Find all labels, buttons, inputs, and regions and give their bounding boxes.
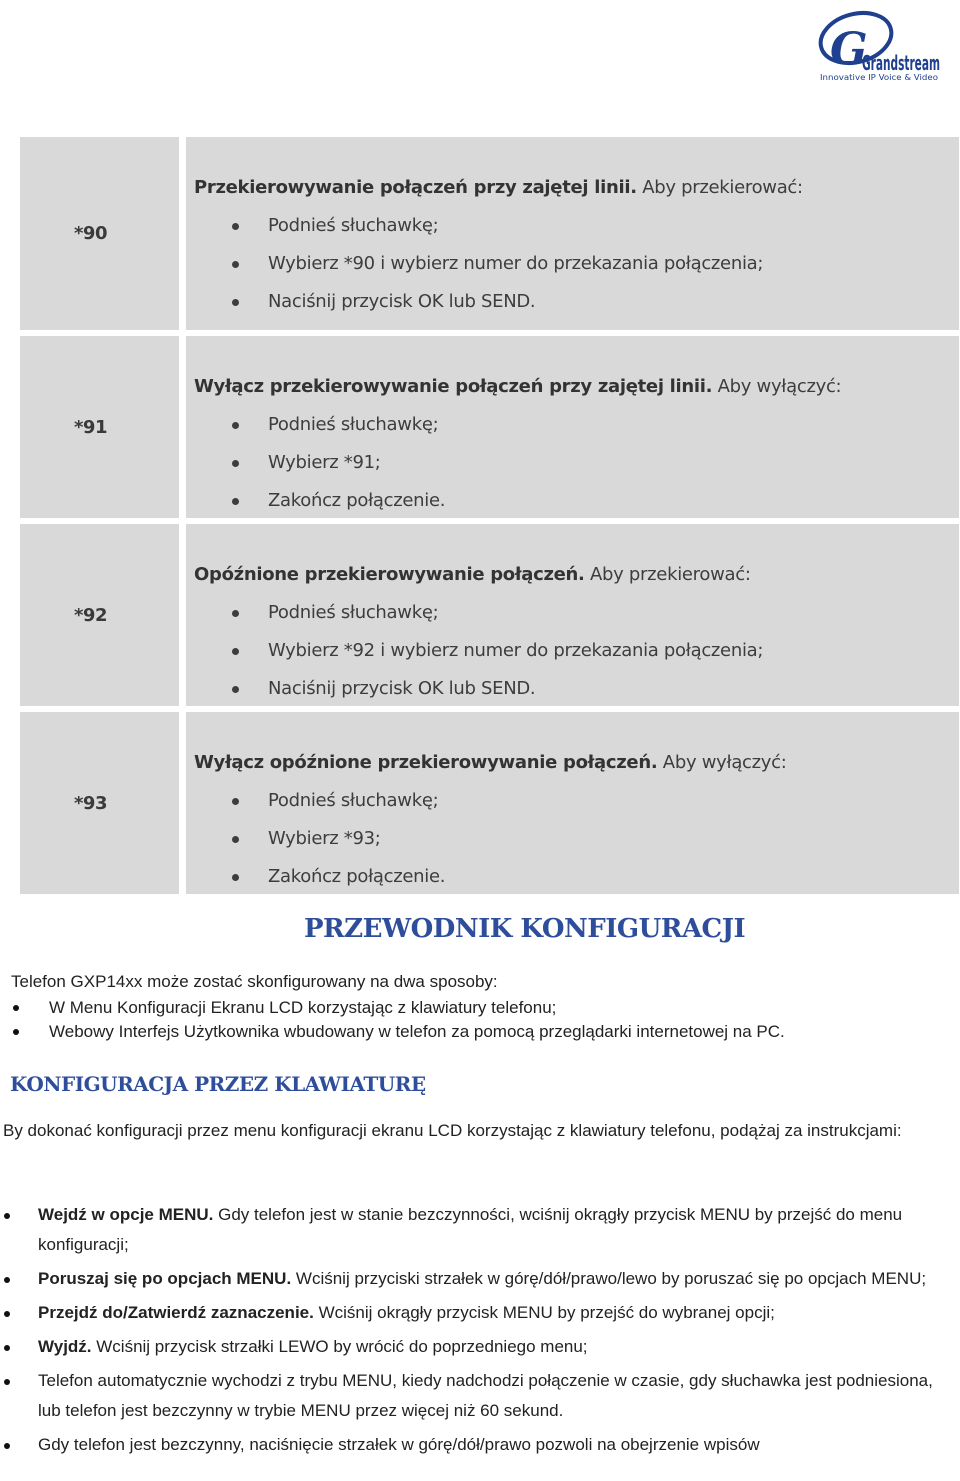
row-heading: Wyłącz przekierowywanie połączeń przy zajętej linii. Aby wyłączyć: xyxy=(194,376,842,397)
logo-brand: Grandstream xyxy=(862,51,940,75)
table-row xyxy=(20,712,959,894)
list-item: Zakończ połączenie. xyxy=(230,866,445,904)
intro-text: Telefon GXP14xx może zostać skonfigurowany na dwa sposoby: xyxy=(11,972,498,991)
config-methods-list xyxy=(11,996,785,1044)
list-item: Wybierz *92 i wybierz numer do przekazania połączenia; xyxy=(230,640,763,678)
star-code: *90 xyxy=(74,223,107,244)
list-item: Webowy Interfejs Użytkownika wbudowany w telefon za pomocą przeglądarki internetowej na PC. xyxy=(11,1020,785,1044)
list-item: Wybierz *93; xyxy=(230,828,445,866)
list-item: Naciśnij przycisk OK lub SEND. xyxy=(230,291,763,329)
table-row xyxy=(20,336,959,518)
logo-tagline: Innovative IP Voice & Video xyxy=(820,73,939,82)
list-item: Gdy telefon jest bezczynny, naciśnięcie strzałek w górę/dół/prawo pozwoli na obejrzenie wpisów xyxy=(0,1430,950,1460)
code-cell xyxy=(20,712,179,894)
svg-text:G: G xyxy=(830,24,868,75)
section-title: KONFIGURACJA PRZEZ KLAWIATURĘ xyxy=(10,1072,426,1096)
list-item: Podnieś słuchawkę; xyxy=(230,790,445,828)
description-cell xyxy=(186,336,959,518)
description-cell xyxy=(186,137,959,330)
list-item: Zakończ połączenie. xyxy=(230,490,445,528)
keypad-instructions-list xyxy=(0,1200,950,1464)
list-item: Wybierz *91; xyxy=(230,452,445,490)
list-item: Naciśnij przycisk OK lub SEND. xyxy=(230,678,763,716)
list-item: Podnieś słuchawkę; xyxy=(230,602,763,640)
description-cell xyxy=(186,712,959,894)
table-row xyxy=(20,137,959,330)
code-cell xyxy=(20,524,179,706)
step-list xyxy=(230,414,445,528)
star-codes-table xyxy=(20,137,959,900)
list-item: Poruszaj się po opcjach MENU. Wciśnij przyciski strzałek w górę/dół/prawo/lewo by poruszać się po opcjach MENU; xyxy=(0,1264,950,1294)
list-item: Wyjdź. Wciśnij przycisk strzałki LEWO by wrócić do poprzedniego menu; xyxy=(0,1332,950,1362)
list-item: Podnieś słuchawkę; xyxy=(230,414,445,452)
section-paragraph: By dokonać konfiguracji przez menu konfiguracji ekranu LCD korzystając z klawiatury telefonu, podążaj za instrukcjami: xyxy=(3,1121,902,1140)
code-cell xyxy=(20,336,179,518)
row-heading: Przekierowywanie połączeń przy zajętej linii. Aby przekierować: xyxy=(194,177,803,198)
list-item: W Menu Konfiguracji Ekranu LCD korzystając z klawiatury telefonu; xyxy=(11,996,785,1020)
star-code: *93 xyxy=(74,792,107,814)
row-heading: Opóźnione przekierowywanie połączeń. Aby przekierować: xyxy=(194,564,751,585)
code-cell xyxy=(20,137,179,330)
step-list xyxy=(230,215,763,329)
star-code: *92 xyxy=(74,604,107,626)
step-list xyxy=(230,790,445,904)
grandstream-logo xyxy=(816,8,942,84)
list-item: Wybierz *90 i wybierz numer do przekazania połączenia; xyxy=(230,253,763,291)
row-heading: Wyłącz opóźnione przekierowywanie połączeń. Aby wyłączyć: xyxy=(194,752,787,773)
list-item: Przejdź do/Zatwierdź zaznaczenie. Wciśnij okrągły przycisk MENU by przejść do wybranej opcji; xyxy=(0,1298,950,1328)
description-cell xyxy=(186,524,959,706)
table-row xyxy=(20,524,959,706)
star-code: *91 xyxy=(74,416,107,438)
step-list xyxy=(230,602,763,716)
page-title: PRZEWODNIK KONFIGURACJI xyxy=(304,914,746,944)
list-item: Telefon automatycznie wychodzi z trybu MENU, kiedy nadchodzi połączenie w czasie, gdy słuchawka jest podniesiona, lub telefon jest bezczynny w trybie MENU przez więcej niż 60 sekund. xyxy=(0,1366,950,1426)
list-item: Podnieś słuchawkę; xyxy=(230,215,763,253)
list-item: Wejdź w opcje MENU. Gdy telefon jest w stanie bezczynności, wciśnij okrągły przycisk MENU by przejść do menu konfiguracji; xyxy=(0,1200,950,1260)
